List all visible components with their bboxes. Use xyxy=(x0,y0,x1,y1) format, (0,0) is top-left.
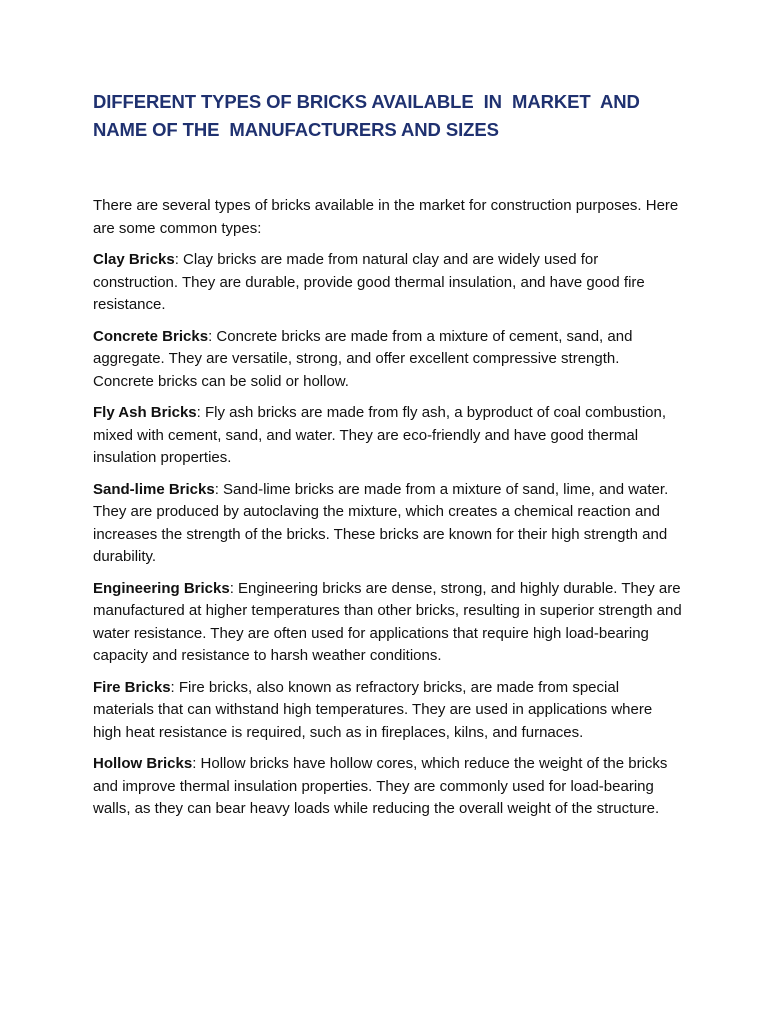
section-clay-bricks xyxy=(93,249,683,317)
section-term: Engineering Bricks xyxy=(93,579,230,597)
document-title: DIFFERENT TYPES OF BRICKS AVAILABLE IN MARKET AND NAME OF THE MANUFACTURERS AND SIZES xyxy=(93,91,645,140)
section-text: : Sand-lime bricks are made from a mixture of sand, lime, and water. They are produced by autoclaving the mixture, which creates a chemical reaction and increases the strength of the bricks. These bricks are known for their high strength and durability. xyxy=(93,480,669,565)
section-text: : Hollow bricks have hollow cores, which reduce the weight of the bricks and improve thermal insulation properties. They are commonly used for load-bearing walls, as they can bear heavy loads while reducing the overall weight of the structure. xyxy=(93,755,668,817)
section-engineering-bricks xyxy=(93,578,683,668)
section-term: Concrete Bricks xyxy=(93,327,209,345)
section-term: Hollow Bricks xyxy=(93,755,193,772)
section-text: : Clay bricks are made from natural clay and are widely used for construction. They are durable, provide good thermal insulation, and have good fire resistance. xyxy=(93,251,645,313)
intro-paragraph: There are several types of bricks available in the market for construction purposes. Here are some common types: xyxy=(93,197,679,237)
section-text: : Engineering bricks are dense, strong, and highly durable. They are manufactured at higher temperatures than other bricks, resulting in superior strength and water resistance. They are often used for applications that require high load-bearing capacity and resistance to harsh weather conditions. xyxy=(93,579,682,664)
section-text: : Fly ash bricks are made from fly ash, a byproduct of coal combustion, mixed with cement, sand, and water. They are eco-friendly and have good thermal insulation properties. xyxy=(93,404,667,466)
document-page xyxy=(93,88,683,821)
section-fly-ash-bricks xyxy=(93,402,683,470)
section-text: : Concrete bricks are made from a mixture of cement, sand, and aggregate. They are versatile, strong, and offer excellent compressive strength. Concrete bricks can be solid or hollow. xyxy=(93,327,633,390)
section-text: : Fire bricks, also known as refractory bricks, are made from special materials that can withstand high temperatures. They are used in applications where high heat resistance is required, such as in fireplaces, kilns, and furnaces. xyxy=(93,678,653,741)
section-concrete-bricks xyxy=(93,326,683,394)
section-term: Clay Bricks xyxy=(93,251,175,268)
section-fire-bricks xyxy=(93,677,683,745)
section-term: Sand-lime Bricks xyxy=(93,480,215,498)
section-sand-lime-bricks xyxy=(93,479,683,569)
section-term: Fly Ash Bricks xyxy=(93,404,197,421)
section-term: Fire Bricks xyxy=(93,678,171,696)
section-hollow-bricks xyxy=(93,753,683,821)
